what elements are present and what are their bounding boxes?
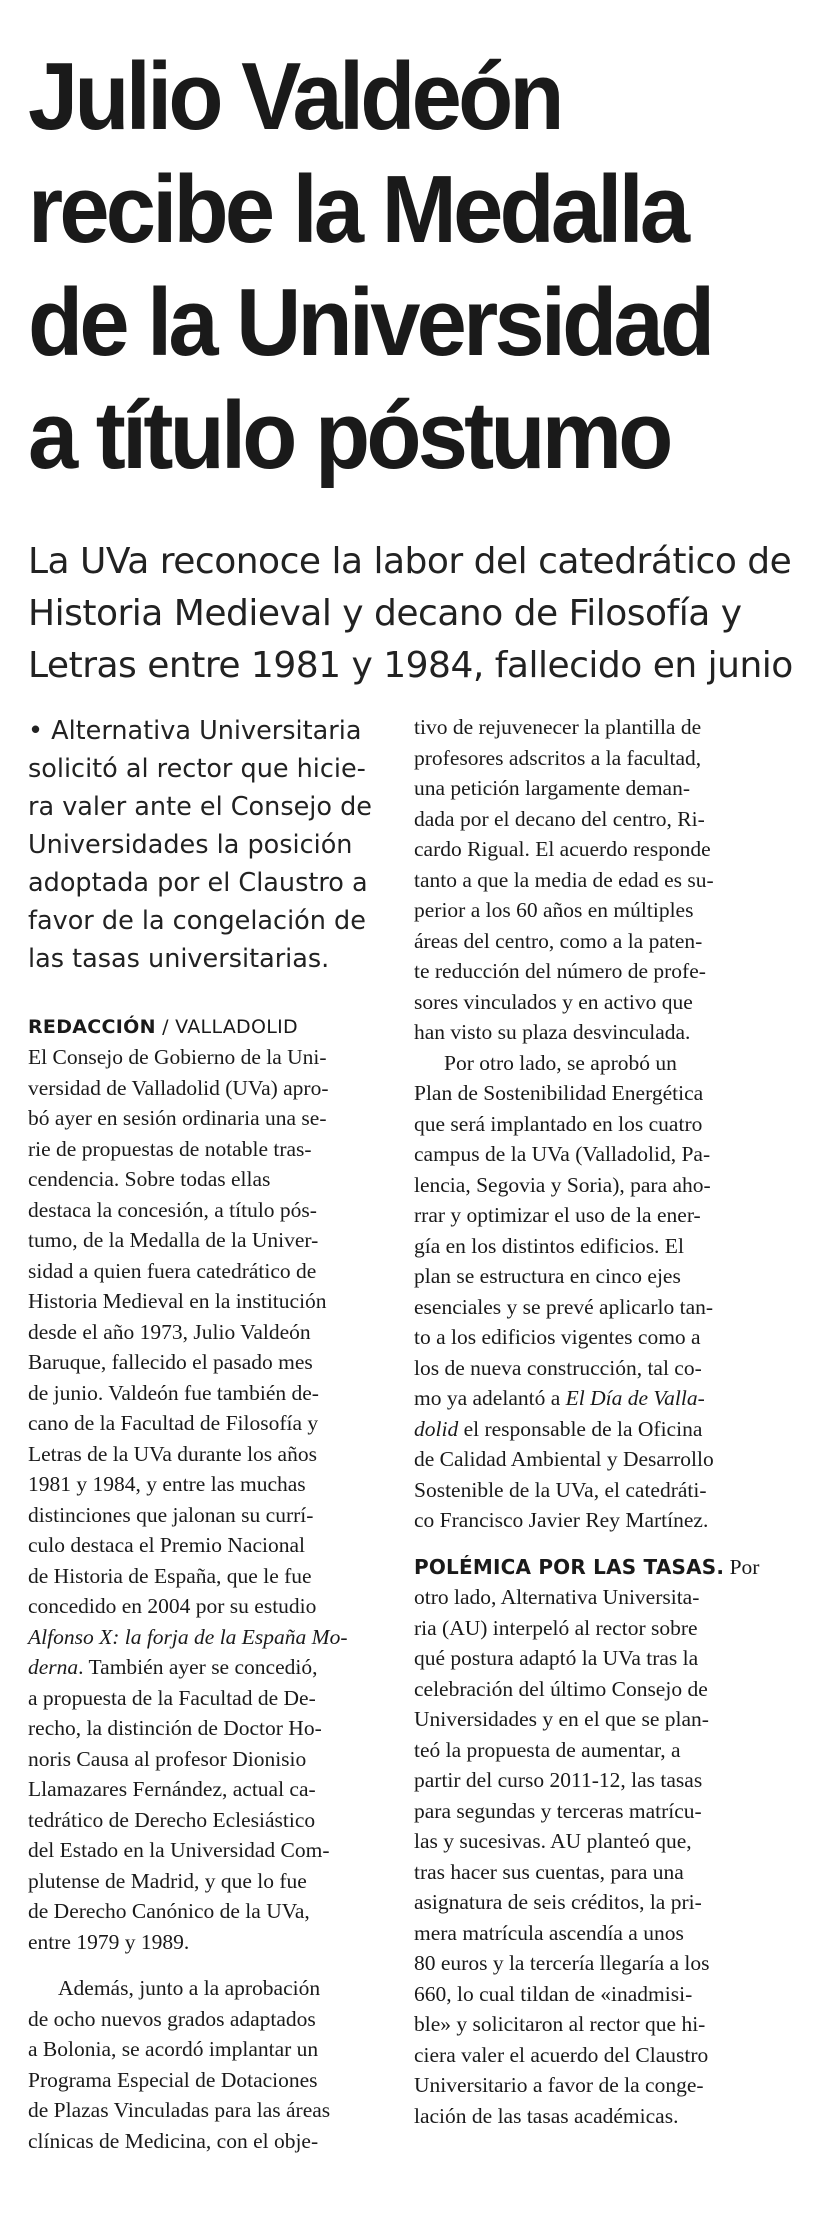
body-line: Universitario a favor de la conge- — [414, 2073, 704, 2097]
summary-box — [28, 712, 413, 978]
byline — [28, 1012, 413, 1042]
body-line: sores vinculados y en activo que — [414, 989, 693, 1014]
section-heading: POLÉMICA POR LAS TASAS. — [414, 1554, 725, 1579]
body-line: Plan de Sostenibilidad Energética — [414, 1081, 704, 1105]
italic-title: Alfonso X: la forja de la España Mo- — [28, 1624, 348, 1649]
paragraph — [414, 712, 806, 1048]
body-line: Llamazares Fernández, actual ca- — [28, 1777, 316, 1801]
body-line: cendencia. Sobre todas ellas — [28, 1167, 271, 1191]
body-line — [414, 1552, 806, 1583]
paragraph — [414, 1444, 806, 1536]
body-line: cardo Rigual. El acuerdo responde — [414, 837, 711, 861]
body-line: plan se estructura en cinco ejes — [414, 1264, 681, 1288]
body-line: mera matrícula ascendía a unos — [414, 1920, 684, 1945]
body-line: las y sucesivas. AU planteó que, — [414, 1829, 692, 1853]
body-text-fragment: mo ya adelantó a — [414, 1386, 566, 1410]
headline-line: de la Universidad — [28, 269, 712, 376]
paragraph — [414, 1048, 806, 1384]
body-line: versidad de Valladolid (UVa) apro- — [28, 1075, 329, 1100]
body-line: 660, lo cual tildan de «inadmisi- — [414, 1981, 693, 2006]
body-line: asignatura de seis créditos, la pri- — [414, 1890, 702, 1914]
body-line: Sostenible de la UVa, el catedráti- — [414, 1477, 707, 1502]
subheadline-line: La UVa reconoce la labor del catedrático de — [28, 541, 792, 582]
left-column — [28, 712, 413, 2156]
body-line: co Francisco Javier Rey Martínez. — [414, 1508, 709, 1532]
body-line — [28, 1622, 413, 1653]
body-line: noris Causa al profesor Dionisio — [28, 1746, 307, 1771]
body-line: profesores adscritos a la facultad, — [414, 745, 702, 770]
body-line: clínicas de Medicina, con el obje- — [28, 2128, 319, 2153]
body-line: qué postura adaptó la UVa tras la — [414, 1646, 699, 1670]
body-line: distinciones que jalonan su currí- — [28, 1502, 314, 1527]
italic-title: El Día de Valla- — [565, 1386, 705, 1410]
body-line: bó ayer en sesión ordinaria una se- — [28, 1106, 327, 1130]
body-line: tanto a que la media de edad es su- — [414, 867, 714, 892]
subheadline — [28, 536, 806, 692]
body-line: gía en los distintos edificios. El — [414, 1233, 684, 1258]
body-line: lación de las tasas académicas. — [414, 2103, 679, 2128]
body-line: rie de propuestas de notable tras- — [28, 1136, 312, 1161]
subheadline-line: Historia Medieval y decano de Filosofía y — [28, 593, 742, 634]
body-line: Letras de la UVa durante los años — [28, 1441, 317, 1466]
body-line: han visto su plaza desvinculada. — [414, 1020, 691, 1044]
body-line: de Derecho Canónico de la UVa, — [28, 1899, 310, 1923]
body-line: para segundas y terceras matrícu- — [414, 1798, 702, 1823]
body-line: a propuesta de la Facultad de De- — [28, 1685, 316, 1710]
body-line: 1981 y 1984, y entre las muchas — [28, 1472, 306, 1496]
byline-location: / VALLADOLID — [155, 1016, 298, 1038]
body-line: tumo, de la Medalla de la Univer- — [28, 1228, 319, 1252]
body-line: sidad a quien fuera catedrático de — [28, 1258, 317, 1283]
body-line: celebración del último Consejo de — [414, 1676, 708, 1701]
body-line: culo destaca el Premio Nacional — [28, 1533, 306, 1557]
body-text-fragment: . También ayer se concedió, — [78, 1655, 318, 1679]
body-line: del Estado en la Universidad Com- — [28, 1838, 330, 1862]
body-line: partir del curso 2011-12, las tasas — [414, 1768, 703, 1792]
right-column — [414, 712, 806, 2156]
right-body — [414, 712, 806, 2131]
summary-line: las tasas universitarias. — [28, 944, 330, 974]
body-line: que será implantado en los cuatro — [414, 1111, 703, 1136]
headline-line: a título póstumo — [28, 382, 670, 489]
body-line: tedrático de Derecho Eclesiástico — [28, 1807, 316, 1832]
body-line: lencia, Segovia y Soria), para aho- — [414, 1172, 711, 1197]
body-line — [414, 1383, 806, 1414]
body-line: Historia Medieval en la institución — [28, 1289, 327, 1313]
body-line: plutense de Madrid, y que lo fue — [28, 1868, 307, 1893]
body-line: una petición largamente deman- — [414, 776, 691, 800]
body-text-fragment: Por — [724, 1554, 760, 1579]
body-line: campus de la UVa (Valladolid, Pa- — [414, 1142, 711, 1166]
body-line: de ocho nuevos grados adaptados — [28, 2006, 316, 2031]
summary-line: ra valer ante el Consejo de — [28, 792, 372, 822]
body-line: los de nueva construcción, tal co- — [414, 1355, 702, 1380]
body-line: ciera valer el acuerdo del Claustro — [414, 2042, 709, 2067]
summary-line: Universidades la posición — [28, 830, 353, 860]
body-line: de Historia de España, que le fue — [28, 1563, 312, 1588]
paragraph — [414, 1582, 806, 2131]
body-line: cano de la Facultad de Filosofía y — [28, 1411, 319, 1435]
body-line: destaca la concesión, a título pós- — [28, 1197, 317, 1222]
body-line: áreas del centro, como a la paten- — [414, 928, 703, 953]
paragraph-gap — [28, 1957, 413, 1973]
italic-title: derna — [28, 1655, 79, 1679]
headline-line: Julio Valdeón — [28, 43, 561, 150]
body-line: El Consejo de Gobierno de la Uni- — [28, 1045, 327, 1069]
body-line: tras hacer sus cuentas, para una — [414, 1859, 684, 1884]
body-line: Por otro lado, se aprobó un — [444, 1050, 677, 1075]
paragraph-gap — [414, 1536, 806, 1552]
body-line — [414, 1414, 806, 1445]
body-line: otro lado, Alternativa Universita- — [414, 1585, 700, 1609]
body-line: ria (AU) interpeló al rector sobre — [414, 1615, 698, 1640]
body-line: Universidades y en el que se plan- — [414, 1707, 709, 1731]
body-line: dada por el decano del centro, Ri- — [414, 806, 705, 831]
summary-line: favor de la congelación de — [28, 906, 366, 936]
subheadline-line: Letras entre 1981 y 1984, fallecido en junio — [28, 645, 793, 686]
body-line — [28, 1652, 413, 1683]
summary-line: • Alternativa Universitaria — [28, 716, 362, 746]
paragraph — [28, 1973, 413, 2156]
body-line: recho, la distinción de Doctor Ho- — [28, 1716, 322, 1740]
italic-title: dolid — [414, 1416, 459, 1441]
body-line: teó la propuesta de aumentar, a — [414, 1737, 681, 1762]
body-line: a Bolonia, se acordó implantar un — [28, 2037, 319, 2061]
body-line: perior a los 60 años en múltiples — [414, 898, 694, 922]
byline-author: REDACCIÓN — [28, 1016, 156, 1038]
body-line: esenciales y se prevé aplicarlo tan- — [414, 1294, 714, 1319]
body-line: te reducción del número de profe- — [414, 959, 706, 983]
paragraph — [28, 1042, 413, 1622]
body-line: concedido en 2004 por su estudio — [28, 1594, 317, 1618]
body-line: to a los edificios vigentes como a — [414, 1325, 701, 1349]
paragraph — [28, 1683, 413, 1958]
summary-line: adoptada por el Claustro a — [28, 868, 368, 898]
summary-line: solicitó al rector que hicie- — [28, 754, 366, 784]
body-line: Además, junto a la aprobación — [58, 1976, 321, 2000]
body-line: de junio. Valdeón fue también de- — [28, 1380, 319, 1405]
body-line: tivo de rejuvenecer la plantilla de — [414, 715, 702, 739]
body-line: de Plazas Vinculadas para las áreas — [28, 2098, 331, 2122]
body-line: entre 1979 y 1989. — [28, 1929, 190, 1954]
body-line: rrar y optimizar el uso de la ener- — [414, 1203, 701, 1227]
body-text-fragment: el responsable de la Oficina — [458, 1416, 703, 1441]
left-body — [28, 1042, 413, 2156]
article-columns — [28, 712, 806, 2156]
headline-line: recibe la Medalla — [28, 156, 687, 263]
body-line: Programa Especial de Dotaciones — [28, 2067, 318, 2092]
body-line: ble» y solicitaron al rector que hi- — [414, 2012, 706, 2036]
body-line: 80 euros y la tercería llegaría a los — [414, 1951, 710, 1975]
body-line: de Calidad Ambiental y Desarrollo — [414, 1447, 714, 1471]
body-line: desde el año 1973, Julio Valdeón — [28, 1319, 311, 1344]
headline — [28, 40, 759, 492]
body-line: Baruque, fallecido el pasado mes — [28, 1350, 313, 1374]
